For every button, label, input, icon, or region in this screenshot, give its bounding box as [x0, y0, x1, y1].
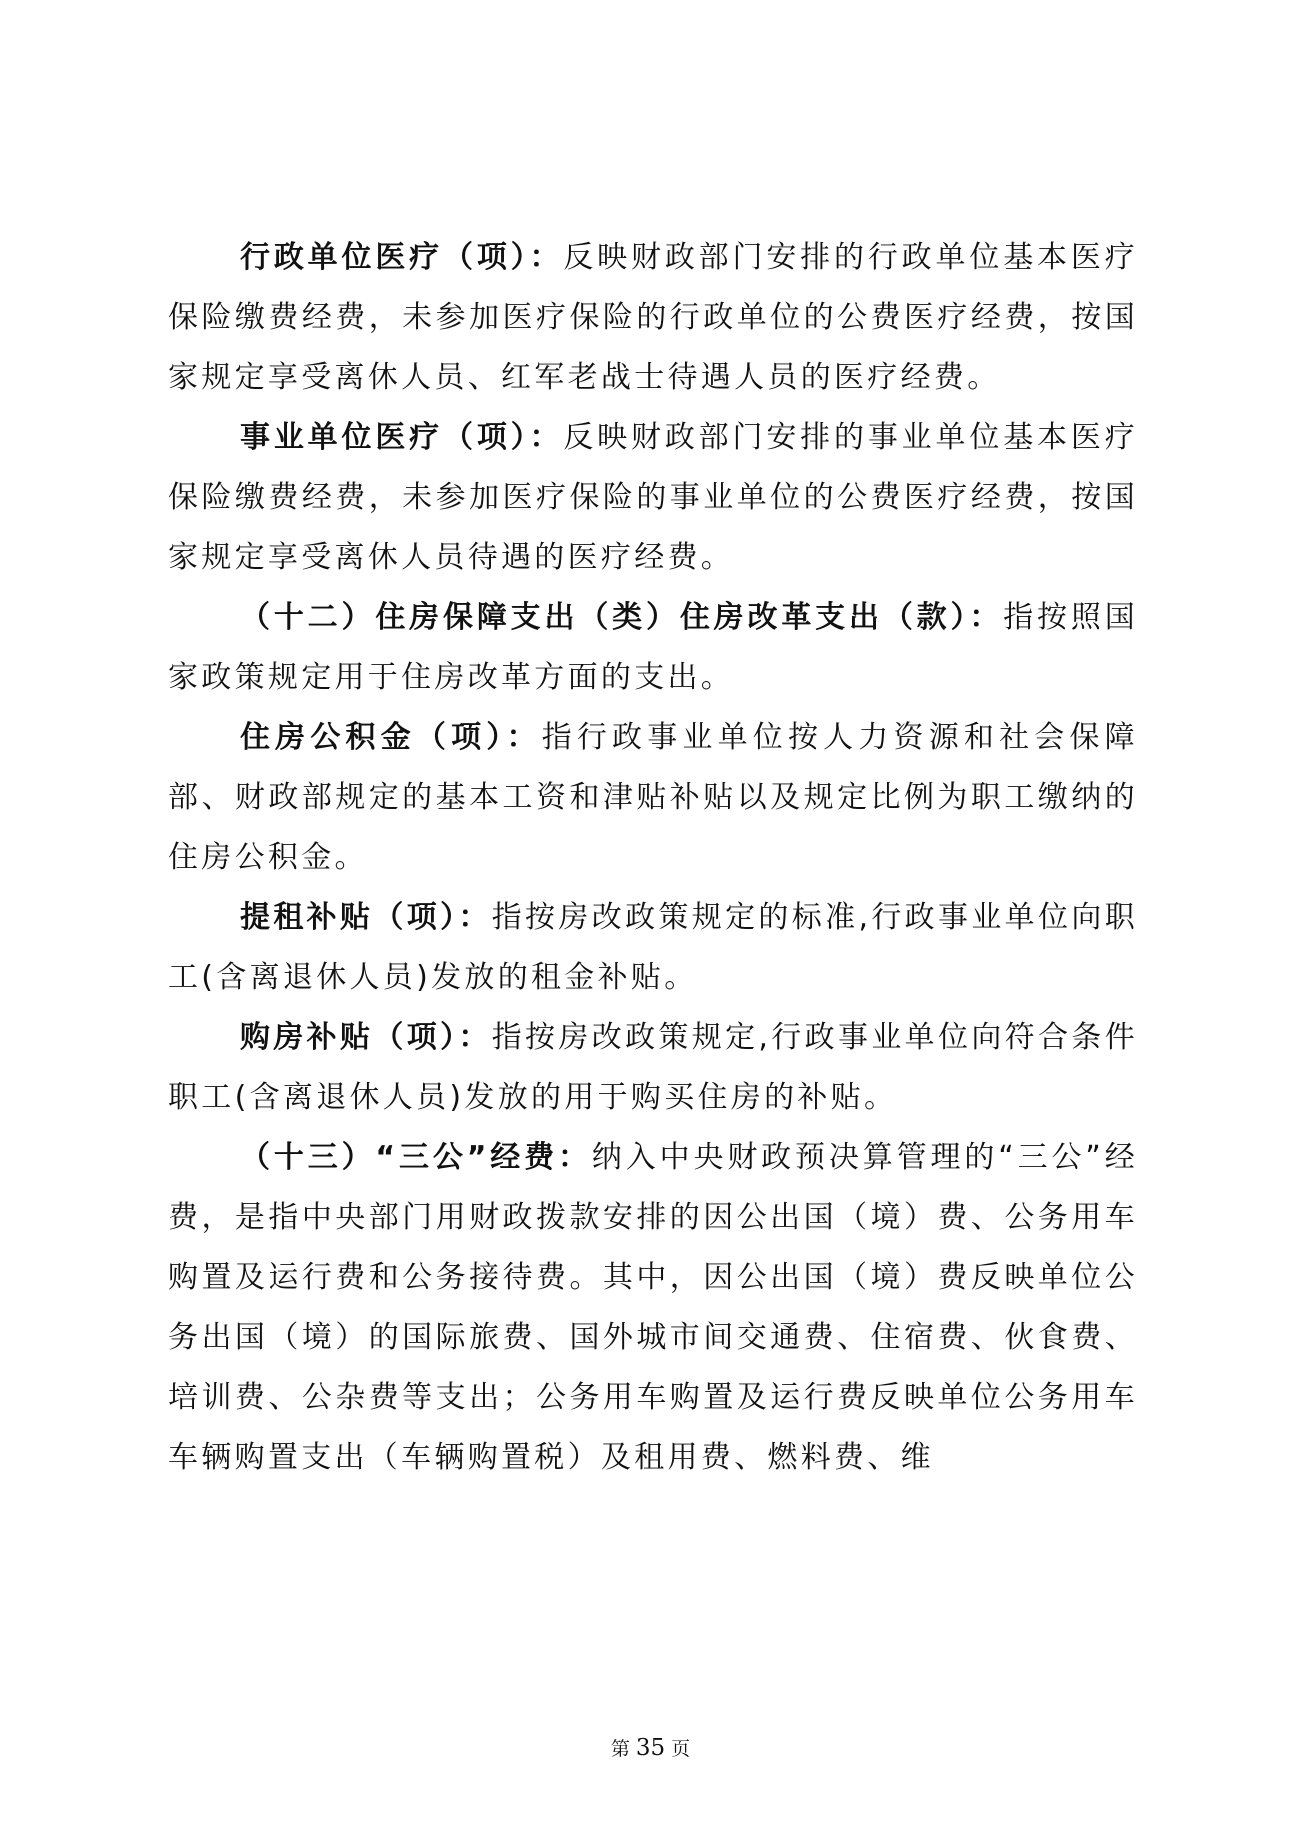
paragraph-heading: 住房公积金（项）： [240, 720, 542, 755]
page-number: 35 [635, 1735, 666, 1761]
paragraph-three-public-expenses [168, 1128, 1138, 1488]
paragraph-purchase-subsidy [168, 1008, 1138, 1128]
paragraph-housing-reform [168, 588, 1138, 708]
paragraph-text: 指按照国家政策规定用于住房改革方面的支出。 [168, 600, 1138, 695]
paragraph-heading: （十二）住房保障支出（类）住房改革支出（款）： [240, 600, 1004, 635]
paragraph-heading: 提租补贴（项）： [240, 900, 492, 935]
paragraph-institution-medical [168, 408, 1138, 588]
page-footer [0, 1734, 1301, 1761]
paragraph-text: 指行政事业单位按人力资源和社会保障部、财政部规定的基本工资和津贴补贴以及规定比例为职工缴纳的住房公积金。 [168, 720, 1138, 875]
paragraph-text: 反映财政部门安排的行政单位基本医疗保险缴费经费，未参加医疗保险的行政单位的公费医疗经费，按国家规定享受离休人员、红军老战士待遇人员的医疗经费。 [168, 240, 1138, 395]
paragraph-housing-fund [168, 708, 1138, 888]
document-body [168, 228, 1138, 1488]
paragraph-heading: 事业单位医疗（项）： [240, 420, 564, 455]
paragraph-admin-medical [168, 228, 1138, 408]
paragraph-heading: 购房补贴（项）： [240, 1020, 492, 1055]
paragraph-text: 纳入中央财政预决算管理的“三公”经费，是指中央部门用财政拨款安排的因公出国（境）费、公务用车购置及运行费和公务接待费。其中，因公出国（境）费反映单位公务出国（境）的国际旅费、国外城市间交通费、住宿费、伙食费、培训费、公杂费等支出；公务用车购置及运行费反映单位公务用车车辆购置支出（车辆购置税）及租用费、燃料费、维 [168, 1140, 1139, 1475]
paragraph-text: 指按房改政策规定,行政事业单位向符合条件职工(含离退休人员)发放的用于购买住房的补贴。 [168, 1020, 1138, 1115]
paragraph-text: 反映财政部门安排的事业单位基本医疗保险缴费经费，未参加医疗保险的事业单位的公费医疗经费，按国家规定享受离休人员待遇的医疗经费。 [168, 420, 1138, 575]
paragraph-heading: （十三）“三公”经费： [240, 1140, 592, 1175]
footer-suffix: 页 [671, 1738, 691, 1760]
paragraph-rent-subsidy [168, 888, 1138, 1008]
footer-prefix: 第 [610, 1738, 630, 1760]
paragraph-heading: 行政单位医疗（项）： [240, 240, 564, 275]
paragraph-text: 指按房改政策规定的标准,行政事业单位向职工(含离退休人员)发放的租金补贴。 [168, 900, 1138, 995]
